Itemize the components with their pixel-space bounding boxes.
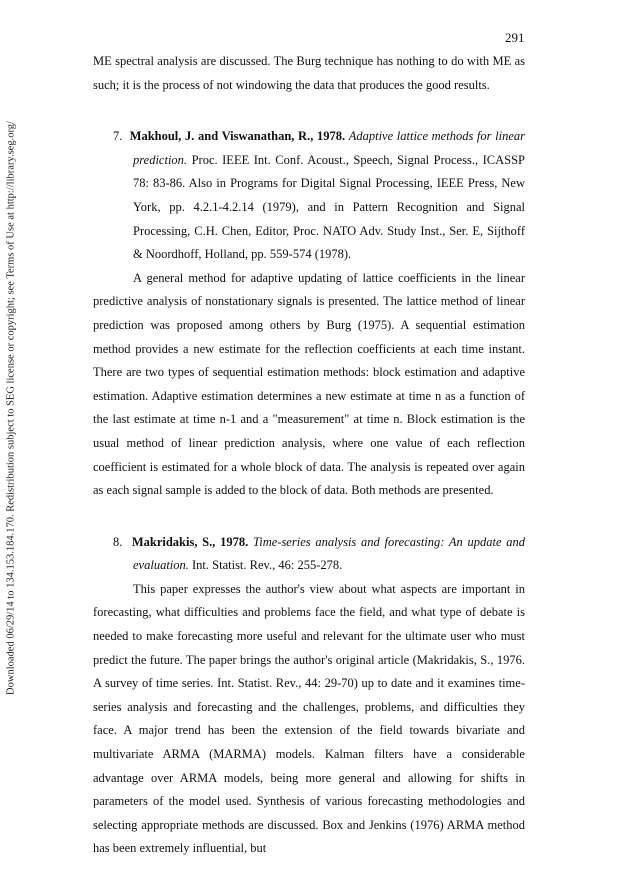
- page-number: 291: [505, 30, 525, 45]
- entry-title: Adaptive lattice methods for linear prediction.: [133, 129, 526, 167]
- page-body: [93, 50, 525, 889]
- intro-paragraph: ME spectral analysis are discussed. The Burg technique has nothing to do with ME as such; it is the process of not windowing the data that produces the good results.: [93, 54, 525, 92]
- entry-title: Time-series analysis and forecasting: An update and evaluation.: [133, 534, 526, 573]
- reference-entry-7: [93, 125, 525, 503]
- entry-citation: Proc. IEEE Int. Conf. Acoust., Speech, Signal Process., ICASSP 78: 83-86. Also in Programs for Digital Signal Processing, IEEE Press, New York, pp. 4.2.1-4.2.14 (1979), and in Pattern Recognition and Signal Processing, C.H. Chen, Editor, Proc. NATO Adv. Study Inst., Ser. E, Sijthoff & Noordhoff, Holland, pp. 559-574 (1978).: [133, 152, 525, 262]
- reference-citation: [93, 125, 525, 267]
- entry-number: 8.: [113, 534, 123, 549]
- download-notice: [4, 121, 18, 695]
- reference-entry-8: [93, 531, 525, 861]
- entry-number: 7.: [113, 129, 123, 144]
- entry-authors: Makridakis, S., 1978.: [131, 534, 249, 549]
- reference-citation: [93, 531, 525, 578]
- entry-citation: Int. Statist. Rev., 46: 255-278.: [192, 558, 343, 573]
- entry-abstract: This paper expresses the author's view about what aspects are important in forecasting, what difficulties and problems face the field, and what type of debate is needed to make forecasting more useful and relevant for the ultimate user who must predict the future. The paper brings the author's original article (Makridakis, S., 1976. A survey of time series. Int. Statist. Rev., 44: 29-70) up to date and it examines time-series analysis and forecasting and the challenges, problems, and difficulties they face. A major trend has been the extension of the field towards bivariate and multivariate ARMA (MARMA) models. Kalman filters have a considerable advantage over ARMA models, being more general and allowing for shifts in parameters of the model used. Synthesis of various forecasting methodologies and selecting appropriate methods are discussed. Box and Jenkins (1976) ARMA method has been extremely influential, but: [93, 581, 525, 856]
- download-notice-text: Downloaded 06/29/14 to 134.153.184.170. Redistribution subject to SEG license or copyright; see Terms of Use at http://library.seg.org/: [5, 121, 17, 695]
- entry-authors: Makhoul, J. and Viswanathan, R., 1978.: [129, 129, 346, 144]
- entry-abstract: A general method for adaptive updating of lattice coefficients in the linear predictive analysis of nonstationary signals is presented. The lattice method of linear prediction was proposed among others by Burg (1975). A sequential estimation method provides a new estimate for the reflection coefficients at each time instant. There are two types of sequential estimation methods: block estimation and adaptive estimation. Adaptive estimation determines a new estimate at time n as a function of the last estimate at time n-1 and a "measurement" at time n. Block estimation is the usual method of linear prediction analysis, where one value of each reflection coefficient is estimated for a whole block of data. The analysis is repeated over again as each signal sample is added to the block of data. Both methods are presented.: [93, 270, 525, 498]
